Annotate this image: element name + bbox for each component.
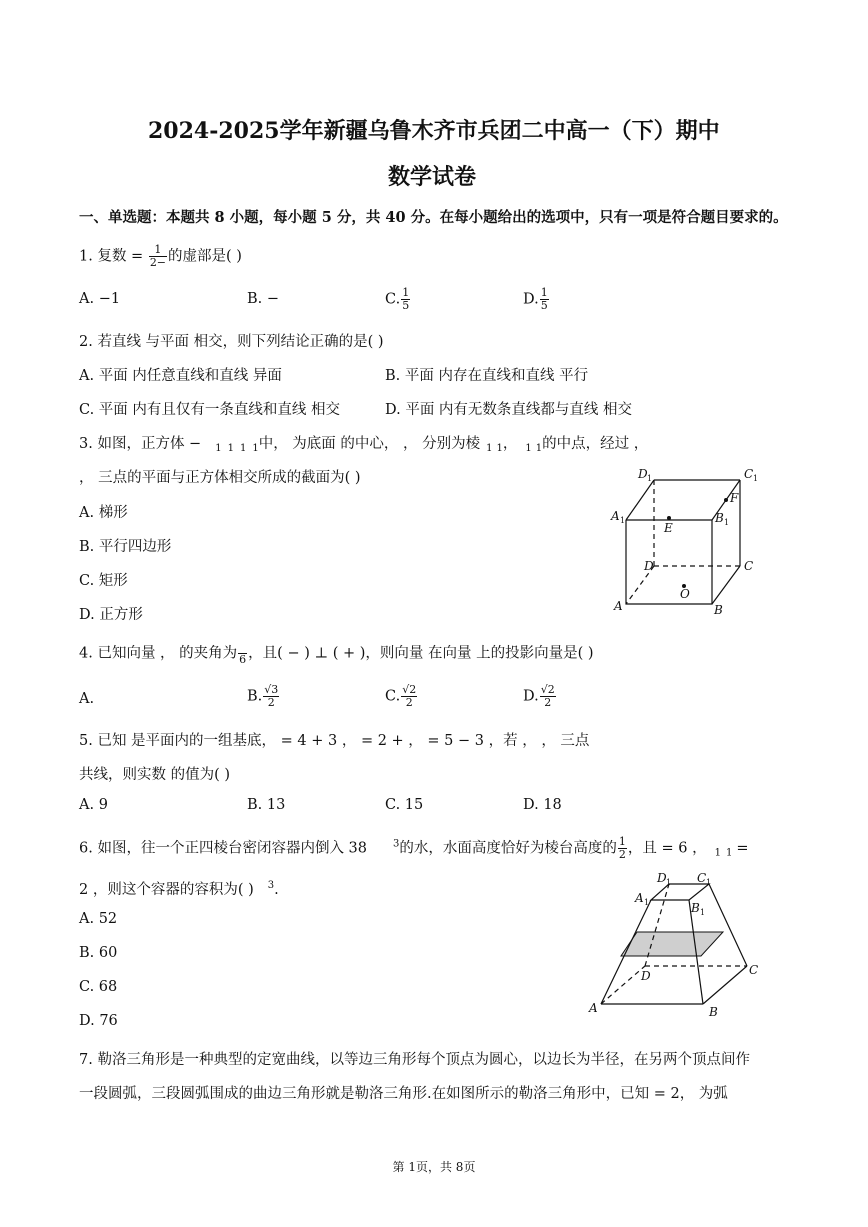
label-sub: 1	[647, 474, 653, 483]
label-e: E	[664, 521, 673, 535]
q3-option-b: B. 平行四边形	[79, 539, 172, 555]
q6-fraction	[618, 836, 627, 861]
question-7-line-2: 一段圆弧，三段圆弧围成的曲边三角形就是勒洛三角形.在如图所示的勒洛三角形中，已知 = 2， 为弧	[79, 1086, 728, 1102]
q3-sub: 1	[215, 443, 222, 454]
q6-sub: 1	[714, 847, 721, 859]
q1-c-den: 5	[402, 299, 410, 312]
q3-option-a: A. 梯形	[79, 505, 128, 521]
question-2: 2. 若直线 与平面 相交，则下列结论正确的是( )	[79, 334, 384, 350]
q5-option-d: D. 18	[523, 797, 562, 813]
label-sub: 1	[620, 516, 626, 525]
q1-d-den: 5	[540, 299, 548, 312]
q1-option-a: A. −1	[79, 291, 121, 307]
label-o: O	[680, 587, 690, 601]
q4-option-b-label: B.	[247, 688, 263, 705]
q4-option-c	[385, 684, 418, 709]
q4-fraction	[238, 641, 247, 666]
cube-edge	[626, 480, 654, 520]
q4-c-num: √2	[402, 683, 417, 696]
label-a1: A	[635, 891, 644, 905]
label-b1: B	[691, 901, 700, 915]
q6-stem-c: ，且 = 6 ，	[627, 840, 707, 857]
q4-d-den: 2	[544, 696, 552, 709]
q1-option-c	[385, 287, 411, 312]
question-7-line-1: 7. 勒洛三角形是一种典型的定宽曲线，以等边三角形每个顶点为圆心，以边长为半径，在另两个顶点间作	[79, 1052, 750, 1068]
q4-option-d	[523, 684, 557, 709]
q5-option-b: B. 13	[247, 797, 286, 813]
q1-option-d-frac	[540, 287, 549, 312]
q3-stem-d: 的中点，经过 ，	[542, 436, 649, 452]
label-b1: B	[715, 511, 724, 525]
label-a1: A	[611, 509, 620, 523]
q4-option-c-label: C.	[385, 688, 401, 705]
q1-stem-a: 1. 复数 =	[79, 248, 148, 265]
q6-stem-b: 的水，水面高度恰好为棱台高度的	[399, 840, 617, 857]
q1-d-num: 1	[540, 286, 548, 299]
q5-option-c: C. 15	[385, 797, 424, 813]
frustum-edge	[703, 966, 747, 1004]
q3-stem-b: 中， 为底面 的中心， ， 分别为棱	[258, 436, 481, 452]
q1-option-c-frac	[401, 287, 410, 312]
label-c1: C	[697, 871, 707, 885]
label-d: D	[641, 969, 651, 983]
q1-frac-den: 2−	[149, 256, 167, 269]
label-sub: 1	[753, 474, 759, 483]
q1-stem-b: 的虚部是( )	[168, 248, 242, 265]
q6-stem-a: 6. 如图，往一个正四棱台密闭容器内倒入 38	[79, 840, 368, 857]
q3-option-c: C. 矩形	[79, 573, 128, 589]
q6-sub: 1	[725, 847, 733, 859]
q1-frac-num: 1	[149, 244, 167, 257]
q1-option-d	[523, 287, 550, 312]
q1-option-b: B. −	[247, 291, 280, 307]
label-sub: 1	[724, 518, 730, 527]
point-e	[667, 516, 671, 520]
label-d1: D	[657, 871, 667, 885]
label-d1: D	[638, 467, 648, 481]
page-subtitle: 数学试卷	[388, 164, 477, 190]
frustum-top-face	[651, 884, 709, 900]
label-sub: 1	[666, 878, 672, 887]
q4-option-a: A.	[79, 691, 95, 707]
label-d: D	[644, 559, 654, 573]
q4-stem-a: 4. 已知向量 ， 的夹角为	[79, 645, 238, 662]
question-5-line-1: 5. 已知 是平面内的一组基底， = 4 + 3 ， = 2 + ， = 5 − 3 ，若 ， ， 三点	[79, 733, 590, 749]
q2-option-a: A. 平面 内任意直线和直线 异面	[79, 368, 282, 384]
frustum-hidden-edge	[601, 966, 645, 1004]
q4-stem-b: ，且( − ) ⊥ ( + )，则向量 在向量 上的投影向量是( )	[248, 645, 594, 662]
label-sub: 1	[706, 878, 712, 887]
point-f	[724, 498, 728, 502]
water-surface	[621, 932, 723, 956]
label-c: C	[744, 559, 754, 573]
page-footer: 第 1页，共 8页	[392, 1160, 476, 1174]
q6-option-a: A. 52	[79, 911, 118, 927]
section-heading: 一、单选题：本题共 8 小题，每小题 5 分，共 40 分。在每小题给出的选项中，只有一项是符合题目要求的。	[79, 209, 788, 226]
q3-stem-c: ，	[502, 436, 518, 452]
label-c: C	[749, 963, 759, 977]
question-5-line-2: 共线，则实数 的值为( )	[79, 767, 231, 783]
frustum-edge	[709, 884, 747, 966]
question-3-line-1	[79, 432, 648, 454]
q6-option-d: D. 76	[79, 1013, 118, 1029]
q4-b-num: √3	[264, 683, 279, 696]
q1-c-num: 1	[402, 286, 410, 299]
label-sub: 1	[700, 908, 706, 917]
q4-option-d-frac	[540, 684, 556, 709]
label-b: B	[709, 1005, 718, 1019]
q6-sup: 3	[267, 880, 275, 891]
label-sub: 1	[644, 898, 650, 907]
question-6-line-2	[79, 878, 279, 899]
q4-frac-den: 6	[239, 653, 247, 666]
q3-sub: 1	[486, 443, 493, 454]
q2-option-c: C. 平面 内有且仅有一条直线和直线 相交	[79, 402, 341, 418]
q1-option-c-label: C.	[385, 291, 401, 308]
q6-stem-e: 2 ，则这个容器的容积为( )	[79, 882, 254, 898]
q3-sub: 1	[239, 443, 247, 454]
q6-option-b: B. 60	[79, 945, 118, 961]
question-1	[79, 244, 242, 269]
q3-stem-a: 3. 如图，正方体 −	[79, 436, 202, 452]
q5-option-a: A. 9	[79, 797, 108, 813]
q3-sub: 1	[227, 443, 234, 454]
q6-frac-num: 1	[618, 835, 626, 848]
q4-option-b	[247, 684, 280, 709]
question-6-line-1	[79, 836, 749, 861]
q3-sub: 1	[496, 443, 503, 454]
q6-option-c: C. 68	[79, 979, 118, 995]
q2-option-b: B. 平面 内存在直线和直线 平行	[385, 368, 589, 384]
q4-option-d-label: D.	[523, 688, 539, 705]
frustum-figure	[585, 870, 775, 1020]
label-a: A	[589, 1001, 598, 1015]
q4-b-den: 2	[267, 696, 275, 709]
cube-figure	[600, 462, 770, 622]
q3-sub: 1	[252, 443, 259, 454]
label-f: F	[730, 491, 739, 505]
q3-sub: 1	[525, 443, 532, 454]
q4-option-c-frac	[401, 684, 417, 709]
q4-c-den: 2	[405, 696, 413, 709]
q6-stem-d: =	[736, 840, 749, 857]
q6-sup: 3	[393, 838, 400, 850]
question-3-line-2: ， 三点的平面与正方体相交所成的截面为( )	[79, 470, 361, 486]
q3-sub: 1	[535, 443, 543, 454]
q4-option-b-frac	[263, 684, 279, 709]
label-a: A	[614, 599, 623, 613]
q3-option-d: D. 正方形	[79, 607, 143, 623]
cube-edge	[712, 566, 740, 604]
q6-stem-f: .	[274, 882, 279, 898]
q1-option-d-label: D.	[523, 291, 539, 308]
q4-d-num: √2	[540, 683, 555, 696]
question-4	[79, 641, 594, 666]
q6-frac-den: 2	[618, 848, 626, 861]
page-title: 2024-2025学年新疆乌鲁木齐市兵团二中高一（下）期中	[148, 118, 720, 144]
label-b: B	[714, 603, 723, 617]
q1-fraction	[149, 244, 167, 269]
label-c1: C	[744, 467, 754, 481]
q2-option-d: D. 平面 内有无数条直线都与直线 相交	[385, 402, 633, 418]
